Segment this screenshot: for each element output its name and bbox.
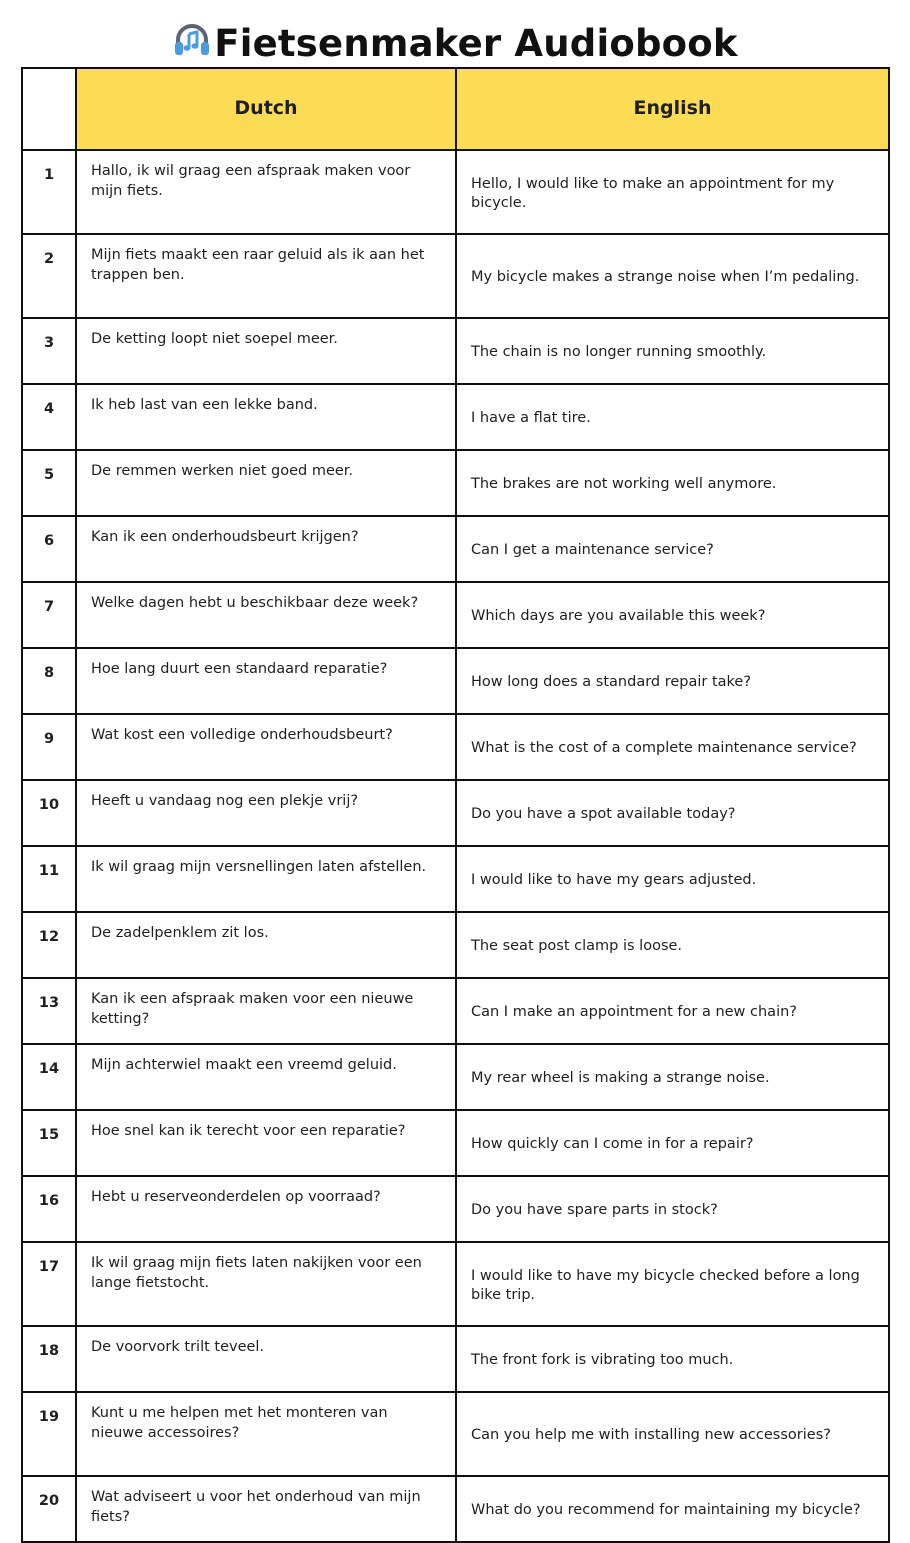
english-phrase: I have a flat tire. <box>456 384 889 450</box>
english-phrase: My rear wheel is making a strange noise. <box>456 1044 889 1110</box>
english-phrase: Can I get a maintenance service? <box>456 516 889 582</box>
table-row <box>22 582 889 648</box>
row-number: 4 <box>22 384 76 450</box>
row-number: 9 <box>22 714 76 780</box>
phrase-table <box>21 67 890 1543</box>
english-phrase: What is the cost of a complete maintenance service? <box>456 714 889 780</box>
english-phrase: The chain is no longer running smoothly. <box>456 318 889 384</box>
english-phrase: My bicycle makes a strange noise when I’m pedaling. <box>456 234 889 318</box>
dutch-phrase: Hoe lang duurt een standaard reparatie? <box>76 648 456 714</box>
table-row <box>22 1044 889 1110</box>
headphones-music-icon <box>172 20 214 68</box>
row-number: 17 <box>22 1242 76 1326</box>
table-row <box>22 150 889 234</box>
table-row <box>22 234 889 318</box>
dutch-phrase: De remmen werken niet goed meer. <box>76 450 456 516</box>
dutch-phrase: Kan ik een afspraak maken voor een nieuwe ketting? <box>76 978 456 1044</box>
dutch-phrase: Ik heb last van een lekke band. <box>76 384 456 450</box>
row-number: 6 <box>22 516 76 582</box>
row-number: 19 <box>22 1392 76 1476</box>
dutch-phrase: Hallo, ik wil graag een afspraak maken voor mijn fiets. <box>76 150 456 234</box>
dutch-phrase: Welke dagen hebt u beschikbaar deze week? <box>76 582 456 648</box>
table-row <box>22 318 889 384</box>
table-row <box>22 450 889 516</box>
table-row <box>22 912 889 978</box>
header-dutch: Dutch <box>76 68 456 150</box>
table-row <box>22 516 889 582</box>
dutch-phrase: De voorvork trilt teveel. <box>76 1326 456 1392</box>
title-bar <box>0 20 910 70</box>
english-phrase: I would like to have my gears adjusted. <box>456 846 889 912</box>
english-phrase: Can I make an appointment for a new chain? <box>456 978 889 1044</box>
row-number: 20 <box>22 1476 76 1542</box>
table-row <box>22 1176 889 1242</box>
dutch-phrase: De ketting loopt niet soepel meer. <box>76 318 456 384</box>
table-row <box>22 1242 889 1326</box>
english-phrase: Hello, I would like to make an appointment for my bicycle. <box>456 150 889 234</box>
dutch-phrase: Mijn achterwiel maakt een vreemd geluid. <box>76 1044 456 1110</box>
row-number: 7 <box>22 582 76 648</box>
row-number: 5 <box>22 450 76 516</box>
dutch-phrase: Wat kost een volledige onderhoudsbeurt? <box>76 714 456 780</box>
title-text: Fietsenmaker Audiobook <box>214 22 738 65</box>
english-phrase: I would like to have my bicycle checked before a long bike trip. <box>456 1242 889 1326</box>
dutch-phrase: Mijn fiets maakt een raar geluid als ik aan het trappen ben. <box>76 234 456 318</box>
english-phrase: How long does a standard repair take? <box>456 648 889 714</box>
english-phrase: Do you have a spot available today? <box>456 780 889 846</box>
table-row <box>22 1110 889 1176</box>
english-phrase: Which days are you available this week? <box>456 582 889 648</box>
table-row <box>22 780 889 846</box>
row-number: 15 <box>22 1110 76 1176</box>
row-number: 8 <box>22 648 76 714</box>
dutch-phrase: Ik wil graag mijn fiets laten nakijken voor een lange fietstocht. <box>76 1242 456 1326</box>
english-phrase: How quickly can I come in for a repair? <box>456 1110 889 1176</box>
table-row <box>22 1392 889 1476</box>
dutch-phrase: Wat adviseert u voor het onderhoud van mijn fiets? <box>76 1476 456 1542</box>
dutch-phrase: Hoe snel kan ik terecht voor een reparatie? <box>76 1110 456 1176</box>
english-phrase: The brakes are not working well anymore. <box>456 450 889 516</box>
table-row <box>22 384 889 450</box>
table-row <box>22 978 889 1044</box>
english-phrase: The front fork is vibrating too much. <box>456 1326 889 1392</box>
table-row <box>22 1326 889 1392</box>
dutch-phrase: Heeft u vandaag nog een plekje vrij? <box>76 780 456 846</box>
table-row <box>22 846 889 912</box>
table-row <box>22 1476 889 1542</box>
row-number: 3 <box>22 318 76 384</box>
row-number: 2 <box>22 234 76 318</box>
table-row <box>22 714 889 780</box>
english-phrase: Do you have spare parts in stock? <box>456 1176 889 1242</box>
row-number: 10 <box>22 780 76 846</box>
row-number: 18 <box>22 1326 76 1392</box>
row-number: 11 <box>22 846 76 912</box>
dutch-phrase: Ik wil graag mijn versnellingen laten afstellen. <box>76 846 456 912</box>
row-number: 14 <box>22 1044 76 1110</box>
row-number: 12 <box>22 912 76 978</box>
header-number <box>22 68 76 150</box>
table-header-row <box>22 68 889 150</box>
page-title <box>172 20 737 70</box>
dutch-phrase: De zadelpenklem zit los. <box>76 912 456 978</box>
row-number: 1 <box>22 150 76 234</box>
english-phrase: The seat post clamp is loose. <box>456 912 889 978</box>
dutch-phrase: Hebt u reserveonderdelen op voorraad? <box>76 1176 456 1242</box>
english-phrase: What do you recommend for maintaining my bicycle? <box>456 1476 889 1542</box>
row-number: 16 <box>22 1176 76 1242</box>
row-number: 13 <box>22 978 76 1044</box>
header-english: English <box>456 68 889 150</box>
table-row <box>22 648 889 714</box>
english-phrase: Can you help me with installing new accessories? <box>456 1392 889 1476</box>
dutch-phrase: Kunt u me helpen met het monteren van nieuwe accessoires? <box>76 1392 456 1476</box>
dutch-phrase: Kan ik een onderhoudsbeurt krijgen? <box>76 516 456 582</box>
